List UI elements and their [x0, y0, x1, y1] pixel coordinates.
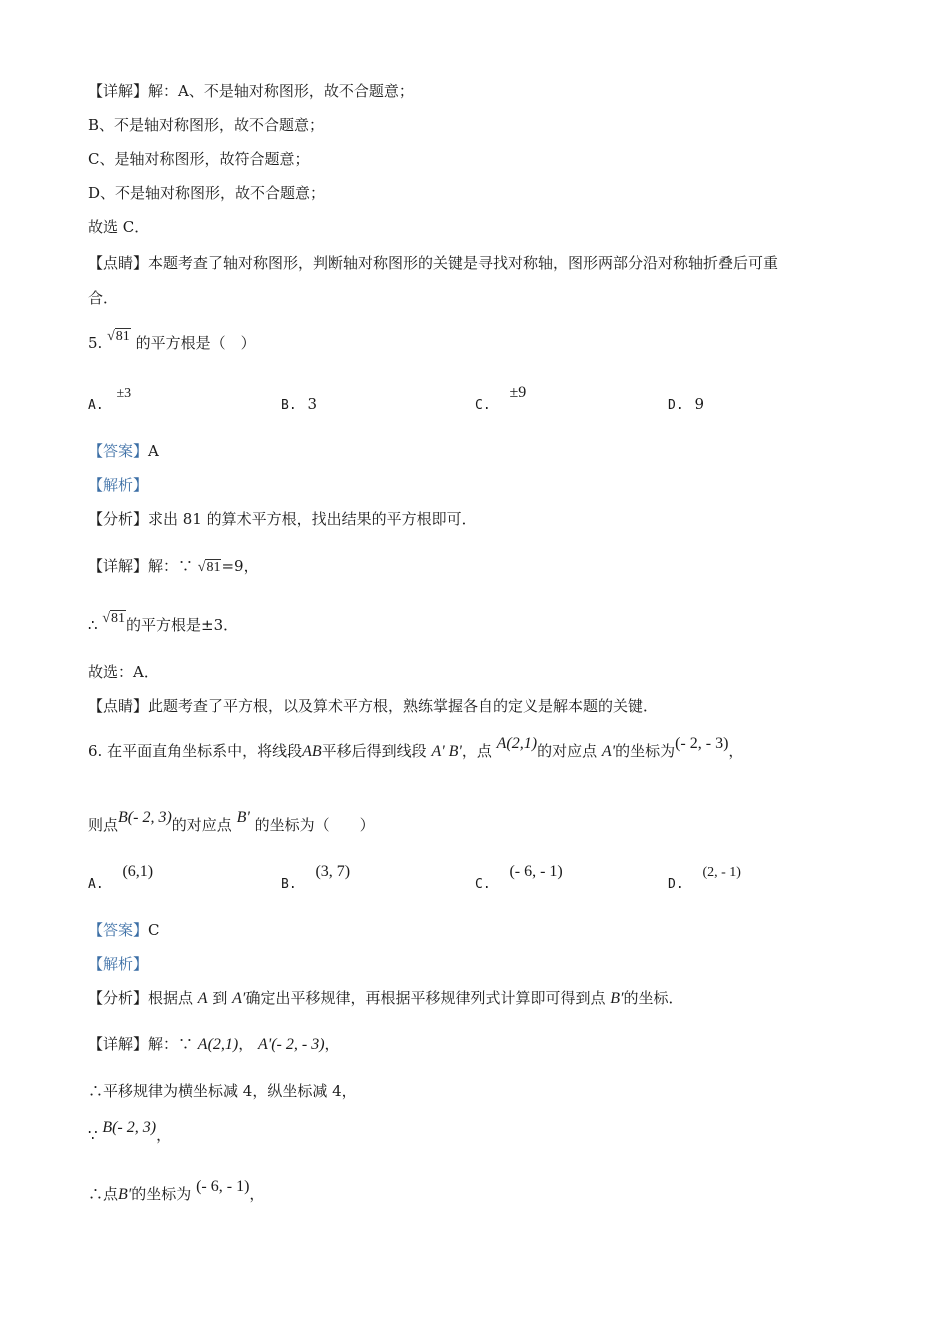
q6-rule: ∴平移规律为横坐标减 4，纵坐标减 4，	[88, 1082, 357, 1100]
q6-answer-tag: 【答案】	[88, 921, 149, 939]
q5-option-a	[88, 386, 132, 414]
q6-final-coord: (- 6, - 1)	[196, 1178, 250, 1195]
q6-analysis	[88, 988, 684, 1009]
q5-answer-tag: 【答案】	[88, 442, 149, 460]
q6-option-a	[88, 863, 154, 893]
q6-final-b: 的坐标为	[131, 1185, 192, 1203]
q6-stem-line1	[88, 735, 744, 762]
q6-since-point-b: B(- 2, 3)	[102, 1119, 157, 1136]
q6-final	[88, 1178, 265, 1205]
q5-option-d-label: D.	[668, 398, 684, 413]
q5-analysis-tag: 【解析】	[88, 476, 149, 494]
q6-analysis-tag: 【解析】	[88, 955, 149, 973]
q6-option-b-value: (3, 7)	[315, 863, 351, 880]
q6-stem-line2	[88, 809, 375, 836]
q6-option-a-value: (6,1)	[122, 863, 154, 880]
q5-option-c	[475, 384, 527, 414]
q5-number: 5.	[88, 334, 103, 352]
comment-line-cont: 合．	[88, 289, 119, 307]
q6-stem-a: 在平面直角坐标系中，将线段	[107, 742, 303, 760]
q6-stem-d: 的对应点	[537, 742, 598, 760]
q5-option-a-label: A.	[88, 398, 104, 413]
q6-number: 6.	[88, 742, 103, 760]
q6-analysis-c: 确定出平移规律，再根据平移规律列式计算即可得到点	[245, 989, 606, 1007]
q6-option-b	[281, 863, 351, 893]
q6-option-c-label: C.	[475, 877, 491, 892]
q6-line2-a: 则点	[88, 816, 119, 834]
q6-detail-end: ，	[324, 1035, 340, 1053]
q6-option-d-label: D.	[668, 877, 684, 892]
q5-answer	[88, 441, 159, 461]
q6-analysis-a: 【分析】根据点	[88, 989, 194, 1007]
q6-stem-f: ，	[728, 742, 744, 760]
q6-option-a-label: A.	[88, 877, 104, 892]
q6-detail-prefix: 【详解】解：∵	[88, 1035, 194, 1053]
q6-analysis-point-bp: B′	[610, 990, 624, 1007]
q6-analysis-d: 的坐标．	[623, 989, 684, 1007]
q6-final-end: ，	[249, 1185, 265, 1203]
q6-detail-sep: ，	[238, 1035, 254, 1053]
q6-detail-point-a: A(2,1)	[197, 1036, 239, 1053]
q6-line2-c: 的坐标为（ ）	[254, 816, 375, 834]
q6-option-d	[668, 865, 741, 893]
q5-stem	[88, 329, 256, 355]
q5-therefore-radicand: 81	[111, 611, 126, 626]
q5-comment: 【点睛】此题考查了平方根，以及算术平方根，熟练掌握各自的定义是解本题的关键．	[88, 697, 659, 715]
q5-option-b-value: 3	[307, 395, 317, 413]
q5-option-c-value: ±9	[509, 384, 527, 401]
choose-line: 故选 C．	[88, 218, 150, 236]
q5-choose: 故选：A．	[88, 663, 159, 681]
detail-line-a: 【详解】解：A、不是轴对称图形，故不合题意；	[88, 82, 414, 100]
q5-therefore-sqrt: √81	[102, 611, 126, 626]
q6-stem-c: ，点	[461, 742, 492, 760]
q6-coord-ap: (- 2, - 3)	[675, 735, 729, 752]
q5-detail-radicand: 81	[206, 560, 221, 575]
q6-segment-apbp: A' B'	[431, 743, 462, 760]
q6-analysis-point-ap: A′	[232, 990, 246, 1007]
q5-detail-sqrt: √81	[197, 560, 221, 575]
q6-since-end: ，	[156, 1126, 172, 1144]
detail-line-c: C、是轴对称图形，故符合题意；	[88, 150, 310, 168]
q5-option-d	[668, 395, 704, 413]
q5-option-d-value: 9	[694, 395, 704, 413]
q6-point-ap: A'	[601, 743, 616, 760]
q5-radicand: 81	[115, 329, 130, 344]
q6-option-d-value: (2, - 1)	[702, 865, 741, 880]
q5-therefore	[88, 611, 239, 637]
q6-answer-value: C	[148, 921, 160, 939]
q6-final-a: ∴点	[88, 1185, 119, 1203]
q6-stem-b: 平移后得到线段	[321, 742, 427, 760]
q6-option-c	[475, 863, 563, 893]
q5-sqrt: √81	[107, 329, 130, 344]
q6-line2-b: 的对应点	[171, 816, 232, 834]
q6-since	[88, 1119, 172, 1146]
q6-option-c-value: (- 6, - 1)	[509, 863, 563, 880]
q5-detail-suffix: =9，	[221, 557, 259, 575]
q6-option-b-label: B.	[281, 877, 297, 892]
q5-detail	[88, 556, 259, 578]
q6-analysis-b: 到	[212, 989, 228, 1007]
q5-stem-text: 的平方根是（ ）	[135, 334, 256, 352]
q6-final-point-bp: B′	[118, 1186, 132, 1203]
q6-point-b: B(- 2, 3)	[118, 809, 172, 826]
detail-line-b: B、不是轴对称图形，故不合题意；	[88, 116, 325, 134]
q6-point-bp: B'	[236, 809, 250, 826]
q5-detail-prefix: 【详解】解：∵	[88, 557, 194, 575]
comment-line: 【点睛】本题考查了轴对称图形，判断轴对称图形的关键是寻找对称轴，图形两部分沿对称轴折叠后可重	[88, 254, 779, 272]
q6-detail	[88, 1034, 340, 1055]
q6-segment-ab: AB	[302, 743, 322, 760]
q5-analysis: 【分析】求出 81 的算术平方根，找出结果的平方根即可．	[88, 510, 477, 528]
q5-therefore-suffix: 的平方根是±3．	[126, 616, 239, 634]
detail-line-d: D、不是轴对称图形，故不合题意；	[88, 184, 326, 202]
q6-answer	[88, 920, 160, 940]
q6-analysis-point-a: A	[197, 990, 208, 1007]
q5-option-b	[281, 395, 317, 413]
q6-detail-point-ap: A'(- 2, - 3)	[258, 1036, 325, 1053]
q6-stem-e: 的坐标为	[615, 742, 676, 760]
q6-point-a: A(2,1)	[496, 735, 538, 752]
q5-answer-value: A	[148, 442, 159, 460]
q5-option-c-label: C.	[475, 398, 491, 413]
q6-since-symbol: ∵	[88, 1126, 98, 1144]
q5-option-b-label: B.	[281, 398, 297, 413]
q5-therefore-symbol: ∴	[88, 616, 98, 634]
q5-option-a-value: ±3	[116, 386, 132, 401]
